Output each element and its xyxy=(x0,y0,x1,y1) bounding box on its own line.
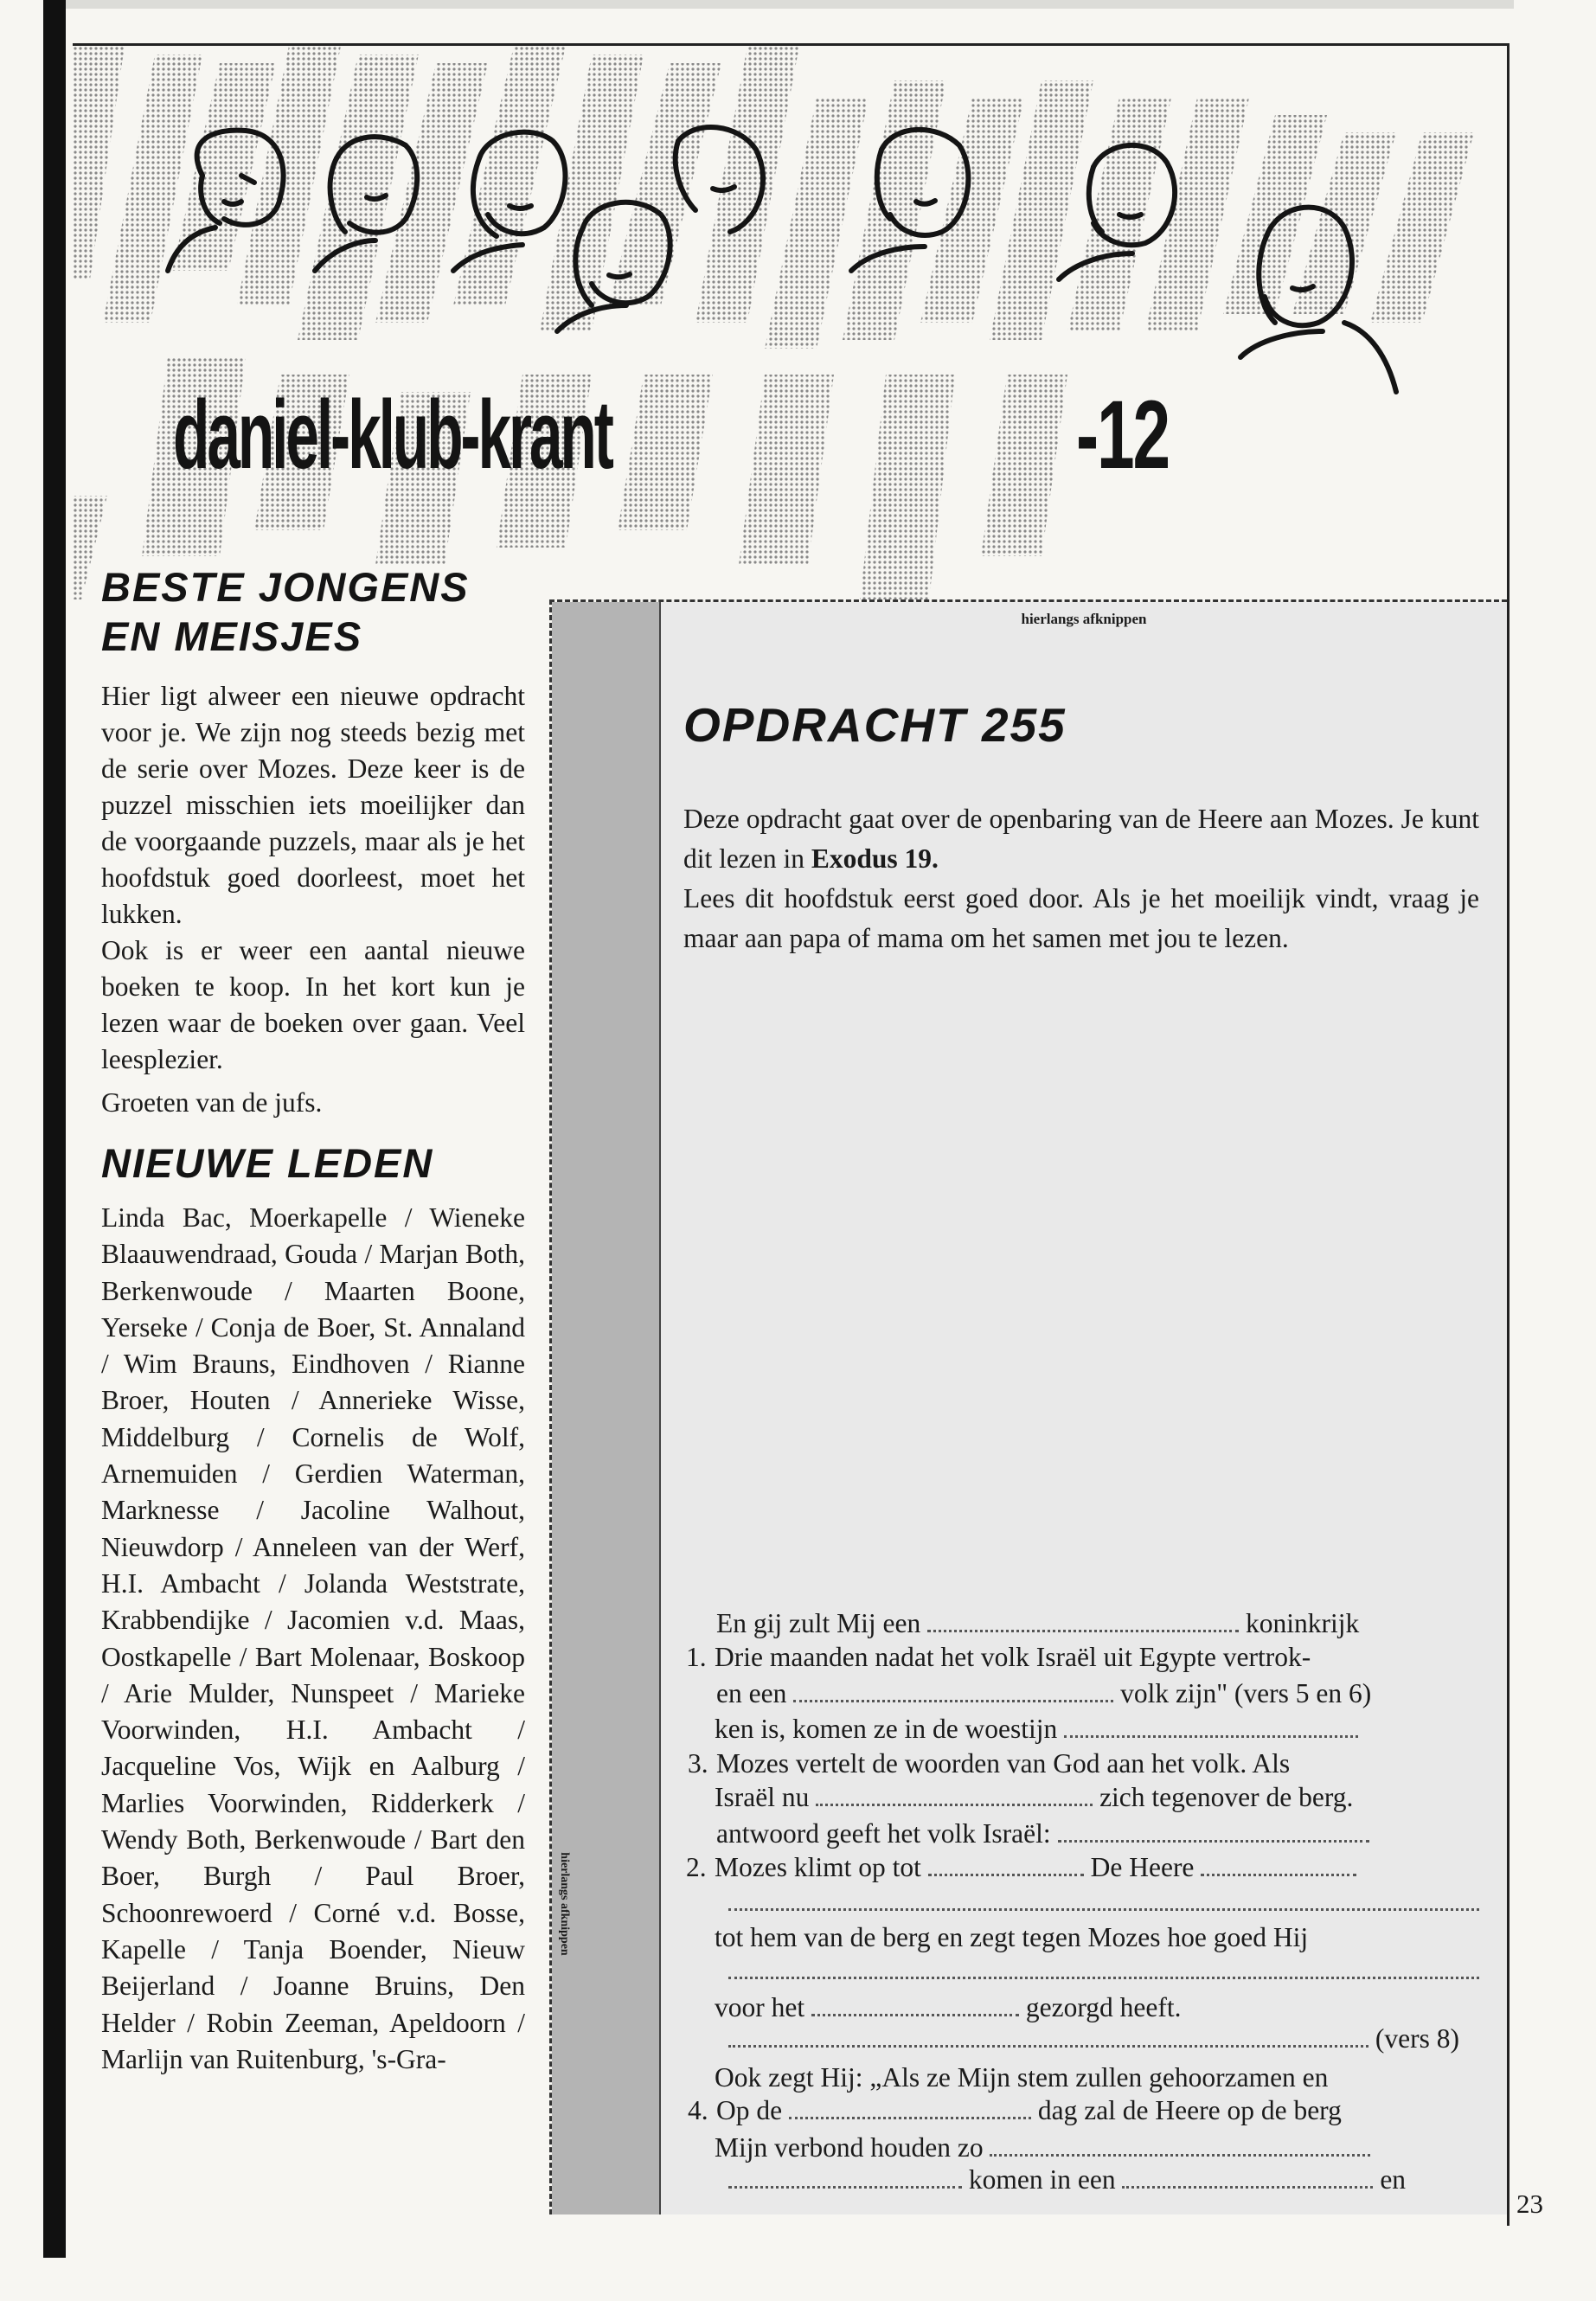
greeting-paragraph-books: Ook is er weer een aantal nieuwe boeken te koop. In het kort kun je lezen waar de boeken over gaan. Veel leesplezier. xyxy=(101,935,525,1074)
q4-line1 xyxy=(716,2093,1342,2128)
q1-blank-1[interactable] xyxy=(1064,1727,1358,1738)
q1-line3-end: zich tegenover de berg. xyxy=(1099,1782,1354,1812)
q1-line2-text: ken is, komen ze in de woestijn xyxy=(715,1714,1058,1744)
members-list: Linda Bac, Moerkapelle / Wieneke Blaauwendraad, Gouda / Marjan Both, Berkenwoude / Maarten Boone, Yerseke / Conja de Boer, St. Annaland / Wim Brauns, Eindhoven / Rianne Broer, Houten / Annerieke Wisse, Middelburg / Cornelis de Wolf, Arnemuiden / Gerdien Waterman, Marknesse / Jacoline Walhout, Nieuwdorp / Anneleen van der Werf, H.I. Ambacht / Jolanda Weststrate, Krabbendijke / Jacomien v.d. Maas, Oostkapelle / Bart Molenaar, Boskoop / Arie Mulder, Nunspeet / Marieke Voorwinden, H.I. Ambacht / Jacqueline Vos, Wijk en Aalburg / Marlies Voorwinden, Ridderkerk / Wendy Both, Berkenwoude / Bart den Boer, Burgh / Paul Broer, Schoonrewoerd / Corné v.d. Bosse, Kapelle / Tanja Boender, Nieuw Beijerland / Joanne Bruins, Den Helder / Robin Zeeman, Apeldoorn / Marlijn van Ruitenburg, 's-Gra- xyxy=(101,1202,525,2074)
masthead-title: daniel-klub-krant xyxy=(173,381,612,489)
q2-line4: Ook zegt Hij: „Als ze Mijn stem zullen gehoorzamen en xyxy=(715,2062,1329,2093)
intro-text: Deze opdracht gaat over de openbaring van de Heere aan Mozes. Je kunt dit lezen in xyxy=(683,804,1479,874)
assignment-title: OPDRACHT 255 xyxy=(683,698,1067,752)
q2-line7-start: en een xyxy=(716,1678,787,1708)
q3-line1: Mozes vertelt de woorden van God aan het volk. Als xyxy=(716,1748,1291,1779)
q2-line7-end: volk zijn" (vers 5 en 6) xyxy=(1120,1678,1372,1708)
q2-line6-end: koninkrijk xyxy=(1245,1608,1360,1638)
q2-line3-end: gezorgd heeft. xyxy=(1025,1992,1182,2022)
page-number: 23 xyxy=(1516,2189,1543,2219)
q2-line6-start: En gij zult Mij een xyxy=(716,1608,921,1638)
q3-blank-3[interactable] xyxy=(728,1968,1479,1979)
q2-line5 xyxy=(715,2131,1370,2165)
q2-blank-4[interactable] xyxy=(990,2145,1370,2157)
q4-line1-end: dag zal de Heere op de berg xyxy=(1037,2095,1342,2125)
q2-line3-start: voor het xyxy=(715,1992,805,2022)
greeting-paragraph: Hier ligt alweer een nieuwe opdracht voor je. We zijn nog steeds bezig met de serie over Mozes. Deze keer is de puzzel misschien iets moeilijker dan de voorgaande puzzels, maar als je het hoofdstuk goed doorleest, moet het lukken. xyxy=(101,681,525,929)
q4-line2-mid: komen in een xyxy=(968,2164,1116,2195)
cut-label-side: hierlangs afknippen xyxy=(558,1852,571,1956)
q1-line1: Drie maanden nadat het volk Israël uit Egypte vertrok- xyxy=(715,1642,1311,1672)
q2-line3 xyxy=(715,1990,1181,2025)
page-top-shadow xyxy=(43,0,1514,9)
intro-bible-reference: Exodus 19. xyxy=(811,843,939,874)
q4-line1-start: Op de xyxy=(716,2095,783,2125)
left-column xyxy=(101,562,525,2078)
q4-line2-end: en xyxy=(1380,2164,1407,2195)
q2-line1 xyxy=(715,1850,1356,1885)
cut-label-top: hierlangs afknippen xyxy=(1021,611,1147,627)
q1-line3 xyxy=(715,1780,1353,1815)
children-illustration xyxy=(73,46,1507,599)
q2-line1-mid: De Heere xyxy=(1090,1852,1195,1882)
greeting-heading-line2: EN MEISJES xyxy=(101,613,363,659)
q2-blank-5[interactable] xyxy=(927,1621,1239,1632)
q3-line2-text: antwoord geeft het volk Israël: xyxy=(716,1818,1051,1849)
q4-blank-1[interactable] xyxy=(789,2108,1031,2119)
intro-instructions: Lees dit hoofdstuk eerst goed door. Als je het moeilijk vindt, vraag je maar aan papa of mama om het samen met jou te lezen. xyxy=(683,883,1479,953)
q1-blank-2[interactable] xyxy=(816,1795,1093,1806)
assignment-intro xyxy=(683,799,1479,958)
q2-line6 xyxy=(716,1606,1359,1641)
question-1-number: 1. xyxy=(686,1642,707,1672)
q3-blank-2[interactable] xyxy=(728,1900,1479,1911)
q2-line5-text: Mijn verbond houden zo xyxy=(715,2132,984,2163)
q3-line2 xyxy=(716,1817,1369,1851)
q4-blank-3[interactable] xyxy=(1122,2177,1373,2189)
q3-blank-4[interactable] xyxy=(728,2036,1368,2048)
greeting-heading-line1: BESTE JONGENS xyxy=(101,564,470,610)
q4-line2 xyxy=(728,2163,1406,2197)
question-3-number: 3. xyxy=(688,1748,708,1779)
q2-blank-1[interactable] xyxy=(928,1865,1084,1876)
cut-strip xyxy=(552,602,661,2214)
question-2-number: 2. xyxy=(686,1852,707,1882)
q2-line7 xyxy=(716,1676,1371,1711)
q2-blank-3[interactable] xyxy=(811,2005,1019,2016)
binding-edge xyxy=(43,0,66,2258)
greeting-heading xyxy=(101,562,525,661)
q2-line2: tot hem van de berg en zegt tegen Mozes hoe goed Hij xyxy=(715,1922,1309,1952)
q3-line5 xyxy=(728,2022,1459,2056)
greeting-signature: Groeten van de jufs. xyxy=(101,1087,323,1118)
masthead xyxy=(73,46,1507,599)
q4-blank-2[interactable] xyxy=(728,2177,962,2189)
q3-verse-ref: (vers 8) xyxy=(1375,2023,1459,2054)
q1-line3-start: Israël nu xyxy=(715,1782,810,1812)
q3-line3 xyxy=(728,1885,1479,1920)
q2-blank-6[interactable] xyxy=(793,1691,1113,1702)
q1-line2 xyxy=(715,1712,1358,1747)
q3-blank-1[interactable] xyxy=(1058,1831,1369,1843)
q3-line4 xyxy=(728,1953,1479,1988)
q2-blank-2[interactable] xyxy=(1201,1865,1356,1876)
members-heading: NIEUWE LEDEN xyxy=(101,1140,434,1186)
issue-number: -12 xyxy=(1076,381,1170,489)
question-4-number: 4. xyxy=(688,2095,708,2125)
q2-line1-start: Mozes klimt op tot xyxy=(715,1852,921,1882)
